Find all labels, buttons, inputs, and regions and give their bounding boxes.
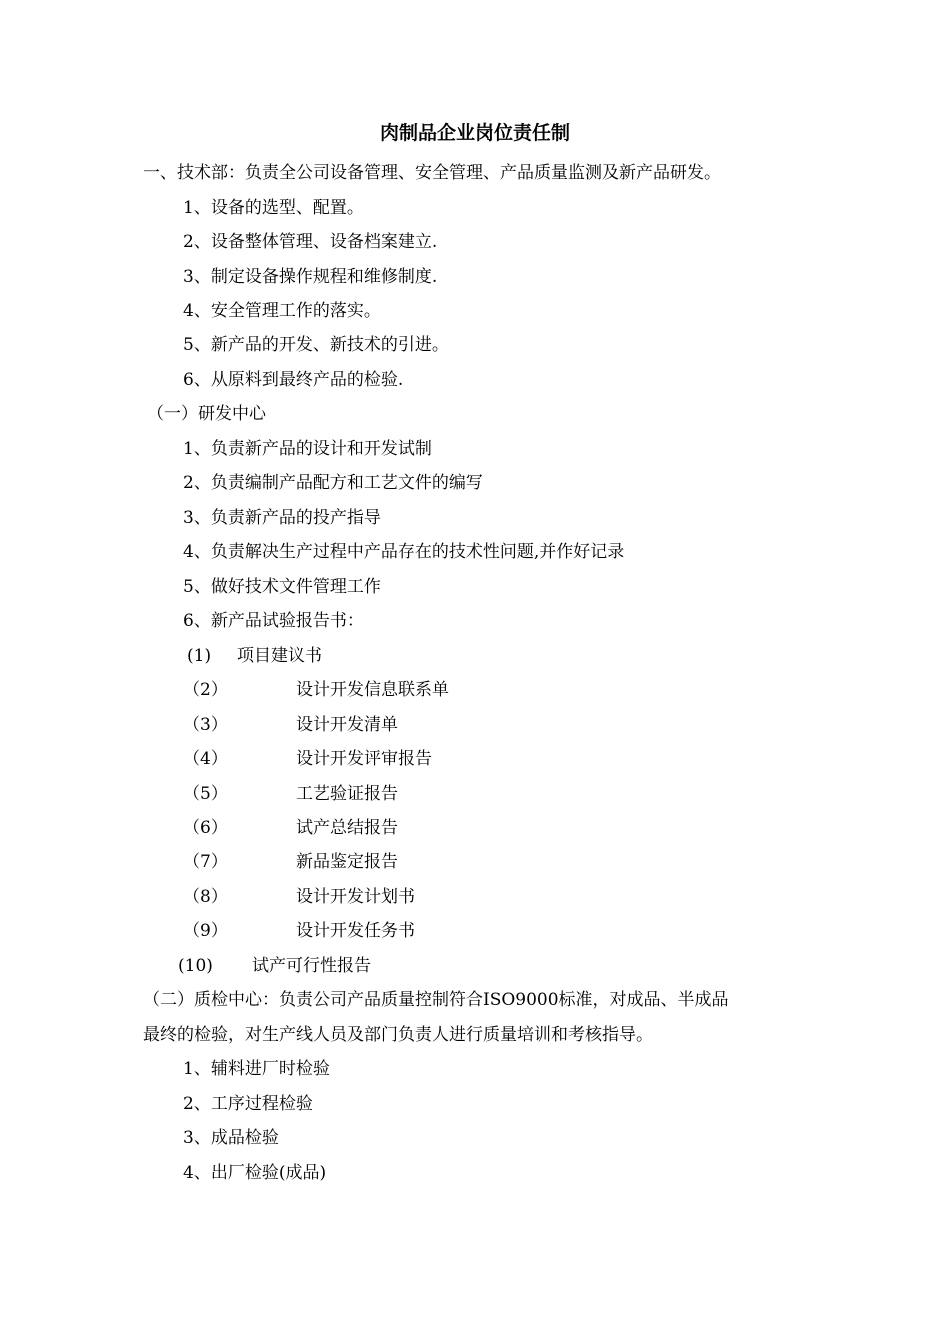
list-item: 1、辅料进厂时检验: [183, 1059, 330, 1079]
section-technical-heading: 一、技术部：负责全公司设备管理、安全管理、产品质量监测及新产品研发。: [143, 163, 721, 183]
list-item: 3、负责新产品的投产指导: [183, 508, 381, 528]
report-number: (1): [187, 646, 212, 666]
list-item: 4、安全管理工作的落实。: [183, 301, 381, 321]
list-item: 5、新产品的开发、新技术的引进。: [183, 335, 449, 355]
report-number: （8）: [183, 887, 228, 907]
list-item: 6、从原料到最终产品的检验.: [183, 370, 404, 390]
report-number: （3）: [183, 715, 228, 735]
report-number: （2）: [183, 680, 228, 700]
report-title: 设计开发计划书: [296, 887, 415, 907]
list-item: 2、设备整体管理、设备档案建立.: [183, 232, 438, 252]
list-item: 2、负责编制产品配方和工艺文件的编写: [183, 473, 483, 493]
list-item: 6、新产品试验报告书：: [183, 611, 364, 631]
section-qc-heading-continued: 最终的检验，对生产线人员及部门负责人进行质量培训和考核指导。: [143, 1025, 653, 1045]
report-title: 新品鉴定报告: [296, 852, 398, 872]
report-title: 项目建议书: [237, 646, 322, 666]
report-title: 试产总结报告: [296, 818, 398, 838]
report-title: 设计开发评审报告: [296, 749, 432, 769]
section-qc-heading: （二）质检中心：负责公司产品质量控制符合ISO9000标准，对成品、半成品: [143, 990, 729, 1010]
list-item: 1、设备的选型、配置。: [183, 198, 364, 218]
list-item: 4、出厂检验(成品): [183, 1163, 327, 1183]
report-number: （4）: [183, 749, 228, 769]
report-title: 试产可行性报告: [252, 956, 371, 976]
list-item: 5、做好技术文件管理工作: [183, 577, 381, 597]
list-item: 1、负责新产品的设计和开发试制: [183, 439, 432, 459]
report-title: 设计开发任务书: [296, 921, 415, 941]
report-number: （6）: [183, 818, 228, 838]
report-title: 设计开发清单: [296, 715, 398, 735]
report-number: （5）: [183, 784, 228, 804]
section-rd-heading: （一）研发中心: [147, 404, 266, 424]
report-title: 设计开发信息联系单: [296, 680, 449, 700]
list-item: 4、负责解决生产过程中产品存在的技术性问题,并作好记录: [183, 542, 625, 562]
report-number: (10): [178, 956, 213, 976]
report-number: （7）: [183, 852, 228, 872]
list-item: 2、工序过程检验: [183, 1094, 313, 1114]
page-title: 肉制品企业岗位责任制: [379, 122, 570, 144]
report-number: （9）: [183, 921, 228, 941]
report-title: 工艺验证报告: [296, 784, 398, 804]
list-item: 3、制定设备操作规程和维修制度.: [183, 267, 438, 287]
list-item: 3、成品检验: [183, 1128, 279, 1148]
